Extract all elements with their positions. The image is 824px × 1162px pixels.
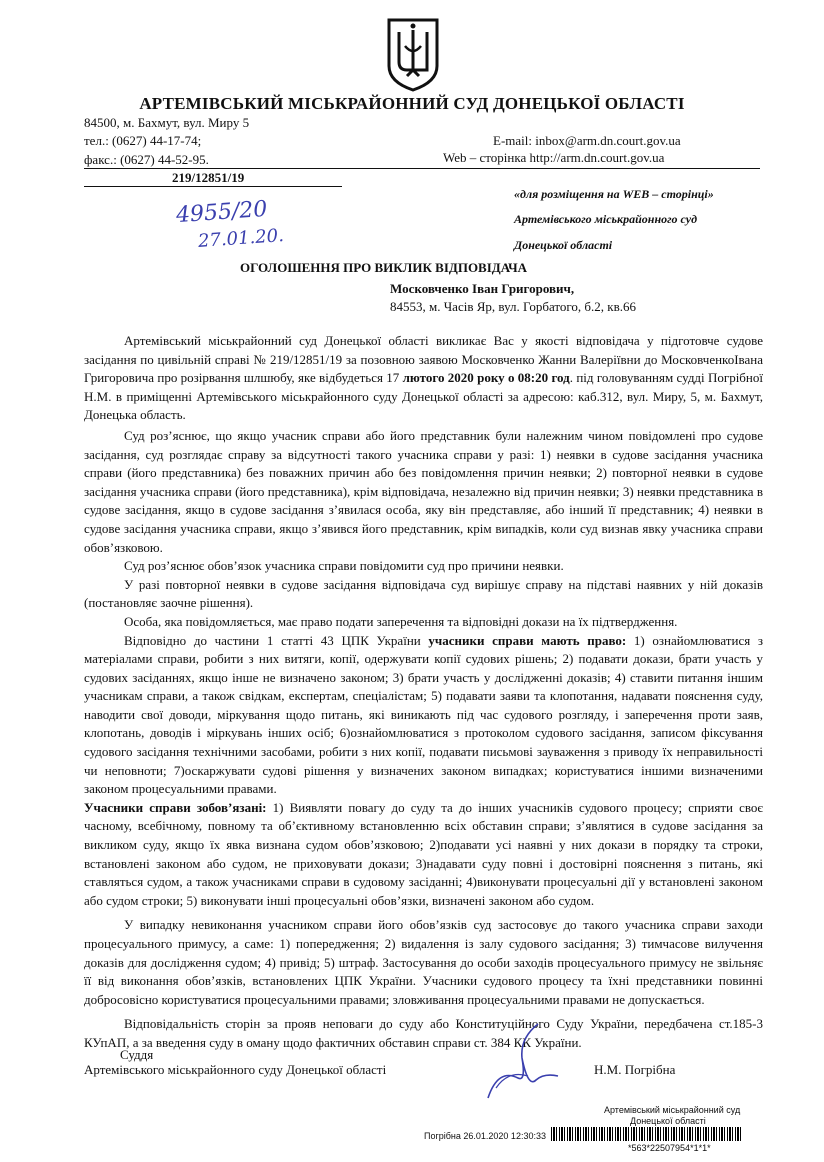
barcode [551, 1127, 741, 1141]
rights-intro: Відповідно до частини 1 статті 43 ЦПК України [124, 632, 429, 648]
stamp-line2: Донецької області [630, 1116, 706, 1126]
paragraph-absence-rules: Суд роз’яснює, що якщо учасник справи або його представник були належним чином повідомлені про судове засідання, суд розглядає справу за відсутності такого учасника справи у разі: 1) неявки в судове засідання учасника справи (його представника) без поважних причин або без повідомлення причин неявки; 2) повторної неявки в судове засідання учасника справи (його представника), крім відповідача, незалежно від причин неявки; 3) неявки представника в судове засідання, якщо в судове засідання з’явилася особа, яку він представляє, або інший її представник; 4) неявки в судове засідання учасника справи, якщо з’явився його представник, крім випадків, коли суд визнав явку учасника справи обов’язковою. [84, 427, 763, 555]
signature-court: Артемівського міськрайонного суду Донецької області [84, 1062, 387, 1077]
print-info: Погрібна 26.01.2020 12:30:33 [424, 1131, 546, 1141]
barcode-text: *563*22507954*1*1* [628, 1143, 711, 1153]
web-notice-line3: Донецької області [514, 238, 613, 252]
signature-name: Н.М. Погрібна [594, 1062, 676, 1077]
document-title: ОГОЛОШЕННЯ ПРО ВИКЛИК ВІДПОВІДАЧА [240, 260, 528, 275]
recipient-address: 84553, м. Часів Яр, вул. Горбатого, б.2, кв.66 [390, 299, 637, 314]
web-notice-line2: Артемівського міськрайонного суд [514, 212, 698, 226]
summons-text: Артемівський міськрайонний суд Донецької області викликає Вас у якості відповідача у підготовче судове засідання по цивільній справі № 219/12851/19 за позовною заявою Московченко Жанни Валеріївни до МосковченкоІвана Григоровича про розірвання шлшюбу, яке відбудеться 17 [84, 333, 763, 386]
web-notice-line1: «для розміщення на WEB – сторінці» [514, 187, 714, 201]
duties-list: 1) Виявляти повагу до суду та до інших учасників судового процесу; сприяти своє часному, всебічному, повному та об’єктивному встановленню всіх обставин справи; з’являтися в судове засідання за викликом суду, якщо їх явка визнана судом обов’язковою; 2)подавати усі наявні у них докази в порядку та строки, встановлені законом або судом, не приховувати докази; 3)надавати суду повні і достовірні пояснення з питань, які ставляться судом, а також учасниками справи в судовому засіданні; 4)виконувати процесуальні дії у встановлені законом або судом строки; 5) виконувати інші процесуальні обов’язки, визначені законом або судом. [84, 799, 763, 908]
paragraph-notify-duty: Суд роз’яснює обов’язок учасника справи повідомити суд про причини неявки. [124, 558, 564, 574]
paragraph-repeat-absence: У разі повторної неявки в судове засідання відповідача суд вирішує справу на підставі наявних у ній доказів (постановляє заочне рішення). [84, 576, 763, 611]
court-fax: факс.: (0627) 44-52-95. [84, 152, 209, 167]
paragraph-liability: Відповідальність сторін за прояв неповаги до суду або Конституційного Суду України, передбачена ст.185-3 КУпАП, а за введення суду в оману щодо фактичних обставин справи ст. 384 КК України. [84, 1016, 763, 1050]
stamp-line1: Артемівський міськрайонний суд [604, 1105, 741, 1115]
paragraph-summons [84, 332, 763, 425]
trident-coat-of-arms-icon [385, 16, 441, 92]
rights-heading: учасники справи мають право: [428, 632, 627, 648]
case-number-line [84, 170, 342, 187]
court-address: 84500, м. Бахмут, вул. Миру 5 [84, 115, 250, 130]
court-name: АРТЕМІВСЬКИЙ МІСЬКРАЙОННИЙ СУД ДОНЕЦЬКОЇ ОБЛАСТІ [139, 94, 685, 113]
court-phone: тел.: (0627) 44-17-74; [84, 133, 202, 148]
court-email: E-mail: inbox@arm.dn.court.gov.ua [493, 133, 681, 148]
rights-list: 1) ознайомлюватися з матеріалами справи, робити з них витяги, копії, одержувати копії судових рішень; 2) подавати докази, брати участь у судових засіданнях, якщо інше не визначено законом; 3) брати участь у дослідженні доказів; 4) ставити питання іншим учасникам справи, а також свідкам, експертам, спеціалістам; 5) подавати заяви та клопотання, надавати пояснення суду, наводити свої доводи, міркування щодо питань, які виникають під час судового розгляду, і заперечення проти заяв, клопотань, доводів і міркувань інших осіб; 6)ознайомлюватися з протоколом судового засідання, записом фіксування судового засідання технічними засобами, робити з них копії, подавати письмові зауваження з приводу їх неправильності чи неповноти; 7)оскаржувати судові рішення у визначених законом випадках; користуватися іншими визначеними законом процесуальними правами. [84, 632, 764, 797]
header-divider [84, 168, 760, 169]
duties-heading: Учасники справи зобов’язані: [84, 799, 267, 815]
document-body [84, 332, 763, 1053]
handwritten-signature [478, 1018, 568, 1108]
handwritten-reg-number: 4955/20 [175, 196, 269, 229]
summons-text-end: . під головуванням судді Погрібної Н.М. в приміщенні Артемівського міськрайонного суду Донецької області за адресою: каб.312, вул. Миру, 5, м. Бахмут, Донецька область. [84, 370, 763, 423]
signature-role: Суддя [120, 1047, 154, 1062]
case-number: 219/12851/19 [172, 170, 245, 185]
recipient-name: Московченко Іван Григорович, [390, 281, 575, 296]
handwritten-reg-date: 27.01.20. [197, 225, 285, 252]
hearing-datetime: лютого 2020 року о 08:20 год [402, 370, 570, 386]
paragraph-duties [84, 799, 763, 911]
paragraph-coercion: У випадку невиконання учасником справи його обов’язків суд застосовує до такого учасника справи заходи процесуального примусу, а саме: 1) попередження; 2) видалення із залу судового засідання; 3) тимчасове вилучення доказів для дослідження судом; 4) привід; 5) штраф. Застосування до особи заходів процесуального примусу не звільняє її від виконання обов’язків, встановлених ЦПК України. Учасники судового процесу та їхні представники повинні добросовісно користуватися процесуальними правами; зловживання процесуальними правами не допускається. [84, 917, 763, 1007]
court-website: Web – сторінка http://arm.dn.court.gov.ua [443, 150, 665, 165]
paragraph-rights [84, 632, 763, 799]
paragraph-objection-right: Особа, яка повідомляється, має право подати заперечення та відповідні докази на їх підтвердження. [124, 613, 678, 629]
